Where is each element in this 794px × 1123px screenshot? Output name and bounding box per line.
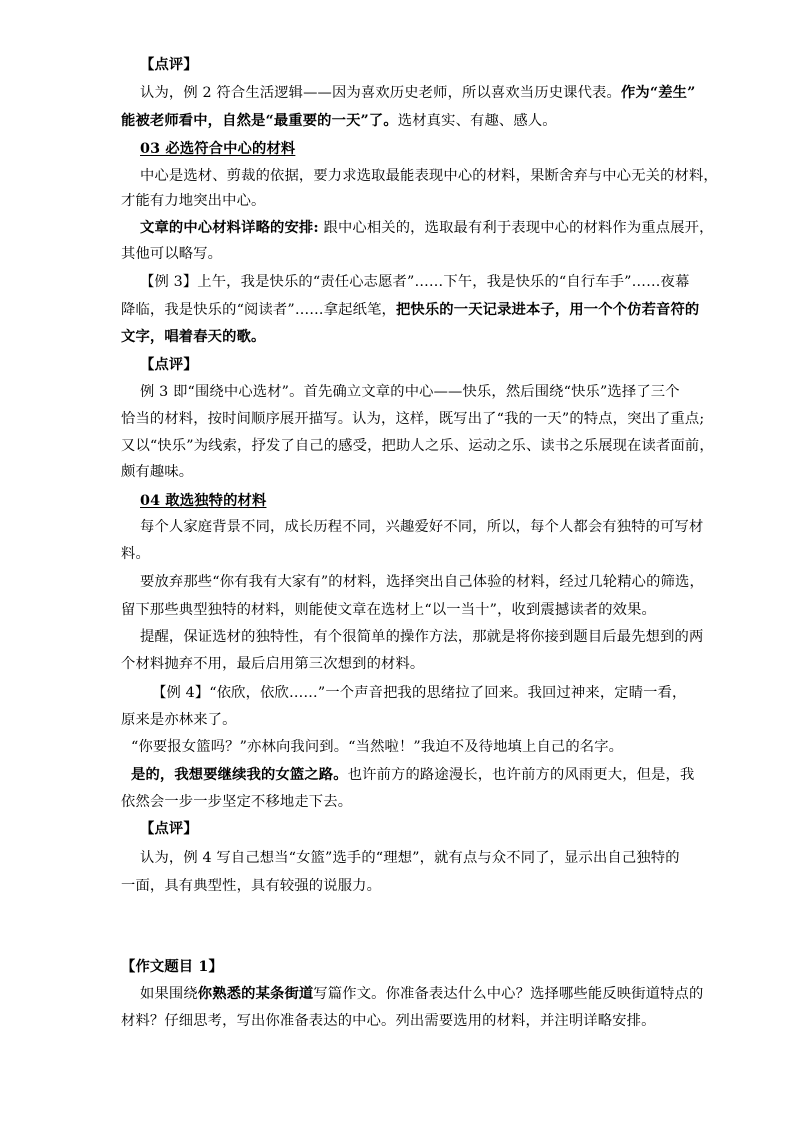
example-text (131, 765, 694, 785)
paragraph-text: 中心是选材、剪裁的依据，要力求选取最能表现中心的材料，果断舍弃与中心无关的材料， (140, 168, 718, 184)
paragraph-text-span: 跟中心相关的，选取最有利于表现中心的材料作为重点展开， (318, 220, 714, 236)
comment-emphasis: 能被老师看中，自然是“最重要的一天”了。 (121, 113, 398, 129)
paragraph-text: 个材料抛弃不用，最后启用第三次想到的材料。 (121, 656, 425, 672)
comment-text: 例 3 即“围绕中心选材”。首先确立文章的中心——快乐，然后围绕“快乐”选择了三个 (140, 384, 680, 400)
comment-text-span: 认为，例 2 符合生活逻辑——因为喜欢历史老师，所以喜欢当历史课代表。 (140, 85, 621, 101)
paragraph-text: 要放弃那些“你有我有大家有”的材料，选择突出自己体验的材料，经过几轮精心的筛选， (140, 574, 704, 590)
comment-text: 一面，具有典型性，具有较强的说服力。 (121, 878, 382, 894)
example-emphasis: 把快乐的一天记录进本子，用一个个仿若音符的 (395, 302, 700, 318)
paragraph-text (140, 218, 714, 238)
paragraph-text: 其他可以略写。 (121, 246, 223, 262)
paragraph-text: 每个人家庭背景不同，成长历程不同，兴趣爱好不同，所以，每个人都会有独特的可写材 (140, 519, 704, 535)
comment-heading: 【点评】 (140, 57, 198, 73)
example-emphasis: 是的，我想要继续我的女篮之路。 (131, 767, 348, 783)
task-text (140, 984, 703, 1004)
example-text-span: 也许前方的路途漫长，也许前方的风雨更大，但是，我 (347, 767, 695, 783)
comment-emphasis: 作为“差生” (620, 85, 696, 101)
comment-heading: 【点评】 (140, 357, 198, 373)
section-heading: 04 敢选独特的材料 (140, 493, 267, 509)
task-text-span: 如果围绕 (140, 986, 198, 1002)
example-text: 原来是亦林来了。 (121, 712, 237, 728)
section-heading: 03 必选符合中心的材料 (140, 141, 296, 157)
paragraph-text: 料。 (121, 546, 150, 562)
example-text-span: 降临，我是快乐的“阅读者”……拿起纸笔， (121, 302, 396, 318)
comment-text (140, 83, 695, 103)
example-text (121, 300, 699, 320)
comment-text: 又以“快乐”为线索，抒发了自己的感受，把助人之乐、运动之乐、读书之乐展现在读者面前， (121, 438, 714, 454)
task-text-span: 写篇作文。你准备表达什么中心？选择哪些能反映街道特点的 (313, 986, 704, 1002)
example-text: 依然会一步一步坚定不移地走下去。 (121, 794, 353, 810)
comment-text (121, 111, 557, 131)
comment-text-span: 选材真实、有趣、感人。 (397, 113, 557, 129)
comment-heading: 【点评】 (140, 821, 198, 837)
comment-text: 颇有趣味。 (121, 464, 194, 480)
example-text: 【例 4】“依欣，依欣……”一个声音把我的思绪拉了回来。我回过神来，定睛一看， (152, 685, 687, 701)
paragraph-text: 提醒，保证选材的独特性，有个很简单的操作方法，那就是将你接到题目后最先想到的两 (140, 629, 704, 645)
task-emphasis: 你熟悉的某条街道 (197, 986, 314, 1002)
example-text: 【例 3】上午，我是快乐的“责任心志愿者”……下午，我是快乐的“自行车手”……夜幕 (140, 274, 690, 290)
paragraph-emphasis: 文章的中心材料详略的安排: (140, 220, 319, 236)
example-text: “你要报女篮吗？”亦林向我问到。“当然啦！”我迫不及待地填上自己的名字。 (131, 739, 624, 755)
task-heading: 【作文题目 1】 (121, 959, 223, 975)
paragraph-text: 才能有力地突出中心。 (121, 193, 266, 209)
paragraph-text: 留下那些典型独特的材料，则能使文章在选材上“以一当十”，收到震撼读者的效果。 (121, 602, 657, 618)
example-emphasis: 文字，唱着春天的歌。 (121, 329, 266, 345)
task-text: 材料？仔细思考，写出你准备表达的中心。列出需要选用的材料，并注明详略安排。 (121, 1013, 656, 1029)
comment-text: 认为，例 4 写自己想当“女篮”选手的“理想”，就有点与众不同了，显示出自己独特的 (140, 850, 680, 866)
comment-text: 恰当的材料，按时间顺序展开描写。认为，这样，既写出了“我的一天”的特点，突出了重点; (121, 411, 705, 427)
